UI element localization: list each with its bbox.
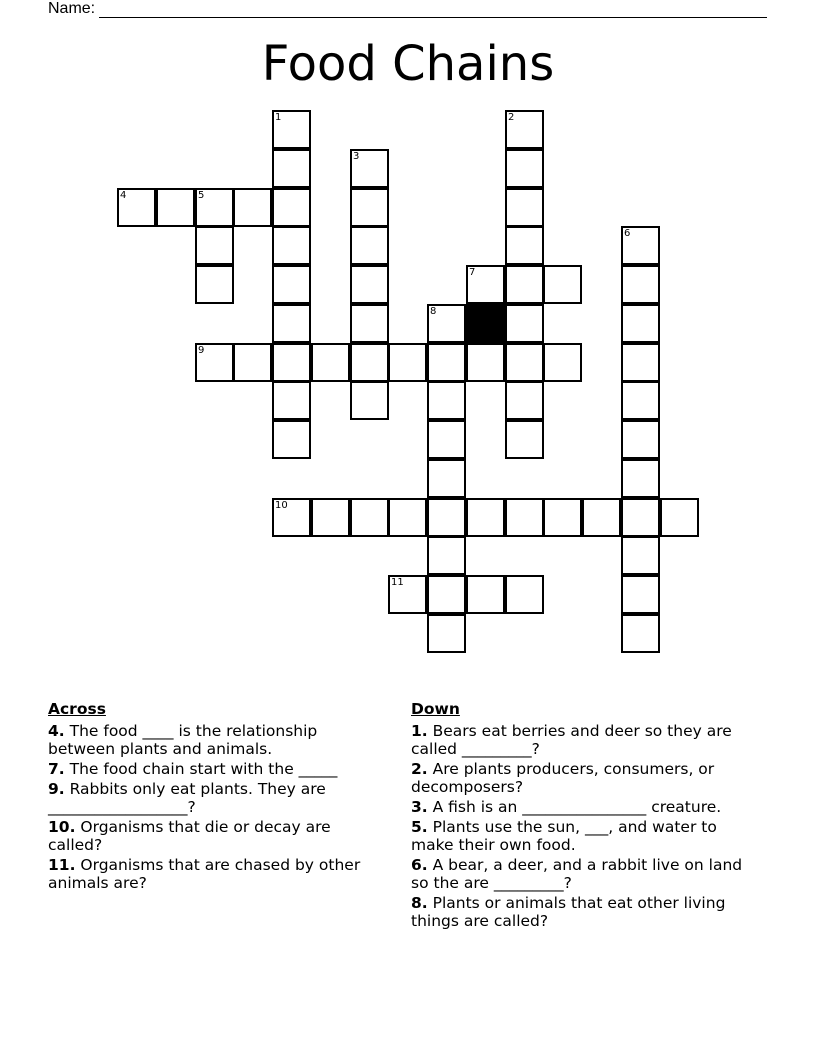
crossword-cell[interactable] [505, 498, 544, 537]
crossword-cell[interactable] [505, 304, 544, 343]
across-clue [48, 856, 378, 892]
across-clue [48, 760, 378, 778]
crossword-cell[interactable] [466, 575, 505, 614]
crossword-cell[interactable] [272, 420, 311, 459]
clue-number: 4 [120, 190, 127, 201]
crossword-cell[interactable] [427, 536, 466, 575]
clue-number-label: 1. [411, 722, 428, 740]
crossword-cell[interactable] [388, 343, 427, 382]
crossword-cell[interactable] [272, 110, 311, 149]
crossword-cell[interactable] [427, 343, 466, 382]
crossword-cell[interactable] [388, 498, 427, 537]
clue-text: Organisms that die or decay are called? [48, 818, 331, 854]
down-clue [411, 760, 756, 796]
crossword-cell[interactable] [427, 614, 466, 653]
crossword-cell[interactable] [660, 498, 699, 537]
crossword-cell[interactable] [350, 149, 389, 188]
clue-text: Plants or animals that eat other living things are called? [411, 894, 726, 930]
crossword-cell[interactable] [466, 343, 505, 382]
crossword-cell[interactable] [621, 575, 660, 614]
crossword-cell[interactable] [272, 498, 311, 537]
down-clue [411, 722, 756, 758]
crossword-cell[interactable] [582, 498, 621, 537]
down-clue [411, 818, 756, 854]
down-clue [411, 894, 756, 930]
crossword-cell[interactable] [505, 265, 544, 304]
clue-number-label: 9. [48, 780, 65, 798]
crossword-cell[interactable] [505, 420, 544, 459]
name-label: Name: [48, 0, 96, 17]
clue-number-label: 5. [411, 818, 428, 836]
crossword-cell[interactable] [427, 498, 466, 537]
clue-text: Rabbits only eat plants. They are __________________? [48, 780, 326, 816]
crossword-cell[interactable] [350, 188, 389, 227]
crossword-cell[interactable] [427, 304, 466, 343]
clue-number-label: 8. [411, 894, 428, 912]
crossword-cell[interactable] [272, 304, 311, 343]
clue-number: 6 [624, 228, 631, 239]
crossword-cell[interactable] [272, 381, 311, 420]
across-clue [48, 780, 378, 816]
clue-text: The food ____ is the relationship between plants and animals. [48, 722, 318, 758]
clue-text: Bears eat berries and deer so they are called _________? [411, 722, 732, 758]
clue-number-label: 6. [411, 856, 428, 874]
crossword-cell[interactable] [427, 459, 466, 498]
crossword-cell[interactable] [621, 498, 660, 537]
crossword-cell[interactable] [156, 188, 195, 227]
crossword-cell[interactable] [311, 498, 350, 537]
crossword-cell[interactable] [233, 188, 272, 227]
crossword-cell[interactable] [505, 381, 544, 420]
clue-number-label: 11. [48, 856, 76, 874]
crossword-cell[interactable] [621, 343, 660, 382]
crossword-cell[interactable] [505, 110, 544, 149]
crossword-cell[interactable] [427, 575, 466, 614]
crossword-cell[interactable] [505, 575, 544, 614]
crossword-cell[interactable] [505, 188, 544, 227]
clue-number-label: 7. [48, 760, 65, 778]
clue-text: Organisms that are chased by other animals are? [48, 856, 361, 892]
clue-text: A fish is an ________________ creature. [427, 798, 722, 816]
clue-number: 10 [275, 500, 288, 511]
down-clue [411, 798, 756, 816]
crossword-cell[interactable] [272, 343, 311, 382]
crossword-cell[interactable] [195, 265, 234, 304]
clue-text: Are plants producers, consumers, or decomposers? [411, 760, 715, 796]
crossword-cell[interactable] [195, 188, 234, 227]
clue-number: 1 [275, 112, 282, 123]
clue-number: 3 [353, 151, 360, 162]
clue-text: Plants use the sun, ___, and water to make their own food. [411, 818, 717, 854]
crossword-cell[interactable] [388, 575, 427, 614]
across-clues [48, 700, 378, 894]
page-title: Food Chains [261, 36, 555, 92]
crossword-cell[interactable] [272, 149, 311, 188]
crossword-cell[interactable] [505, 149, 544, 188]
crossword-cell[interactable] [543, 498, 582, 537]
crossword-cell[interactable] [427, 381, 466, 420]
crossword-cell[interactable] [621, 459, 660, 498]
crossword-cell[interactable] [427, 420, 466, 459]
clue-number: 8 [430, 306, 437, 317]
down-clue [411, 856, 756, 892]
crossword-cell[interactable] [621, 265, 660, 304]
down-heading: Down [411, 700, 460, 718]
clue-number-label: 10. [48, 818, 76, 836]
clue-number: 9 [198, 345, 205, 356]
crossword-cell[interactable] [311, 343, 350, 382]
clue-text: The food chain start with the _____ [64, 760, 338, 778]
crossword-cell[interactable] [350, 265, 389, 304]
across-clue [48, 722, 378, 758]
clue-number-label: 3. [411, 798, 428, 816]
clue-text: A bear, a deer, and a rabbit live on land so the are _________? [411, 856, 743, 892]
crossword-cell[interactable] [621, 536, 660, 575]
across-heading: Across [48, 700, 106, 718]
crossword-cell[interactable] [543, 343, 582, 382]
crossword-black-cell [466, 304, 505, 343]
crossword-cell[interactable] [195, 226, 234, 265]
crossword-cell[interactable] [350, 226, 389, 265]
crossword-cell[interactable] [543, 265, 582, 304]
down-clues [411, 700, 756, 932]
crossword-cell[interactable] [466, 265, 505, 304]
crossword-cell[interactable] [272, 188, 311, 227]
clue-number-label: 2. [411, 760, 428, 778]
across-clue-list [48, 722, 378, 892]
crossword-cell[interactable] [621, 420, 660, 459]
crossword-cell[interactable] [195, 343, 234, 382]
crossword-cell[interactable] [621, 614, 660, 653]
crossword-cell[interactable] [466, 498, 505, 537]
crossword-cell[interactable] [233, 343, 272, 382]
down-clue-list [411, 722, 756, 930]
crossword-cell[interactable] [505, 343, 544, 382]
crossword-cell[interactable] [505, 226, 544, 265]
crossword-cell[interactable] [350, 381, 389, 420]
clue-number: 7 [469, 267, 476, 278]
across-clue [48, 818, 378, 854]
crossword-cell[interactable] [350, 498, 389, 537]
crossword-cell[interactable] [621, 226, 660, 265]
clue-number: 11 [391, 577, 404, 588]
crossword-cell[interactable] [117, 188, 156, 227]
crossword-cell[interactable] [621, 304, 660, 343]
clue-number-label: 4. [48, 722, 65, 740]
crossword-cell[interactable] [350, 343, 389, 382]
clue-number: 2 [508, 112, 515, 123]
crossword-cell[interactable] [621, 381, 660, 420]
clue-number: 5 [198, 190, 205, 201]
crossword-cell[interactable] [272, 226, 311, 265]
crossword-cell[interactable] [272, 265, 311, 304]
crossword-cell[interactable] [350, 304, 389, 343]
